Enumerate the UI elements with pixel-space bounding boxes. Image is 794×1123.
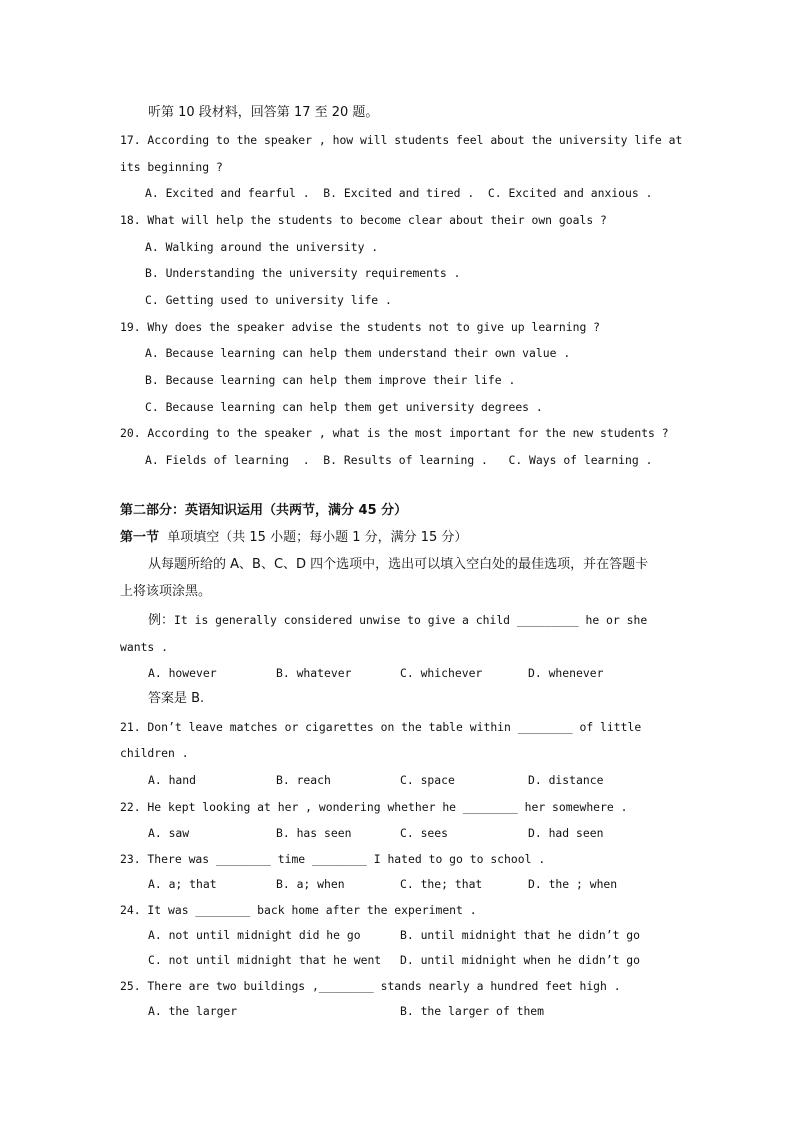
q21-option-d: D. distance: [528, 773, 604, 787]
q24-option-c: C. not until midnight that he went: [148, 953, 382, 967]
section1-label: 第一节: [120, 530, 160, 545]
q22-option-c: C. sees: [400, 826, 449, 840]
q18-stem: 18. What will help the students to become clear about their own goals ?: [120, 213, 607, 227]
q23-option-c: C. the; that: [400, 877, 483, 891]
q24-option-b: B. until midnight that he didn’t go: [400, 928, 641, 942]
example-stem-line1: [148, 613, 647, 628]
q24-option-a: A. not until midnight did he go: [148, 928, 361, 942]
q21-option-b: B. reach: [276, 773, 331, 787]
example-stem-text: It is generally considered unwise to give a child _________ he or she: [174, 613, 648, 627]
q25-stem: 25. There are two buildings ,________ stands nearly a hundred feet high .: [120, 979, 621, 993]
q20-options: A. Fields of learning . B. Results of learning . C. Ways of learning .: [145, 453, 653, 467]
q22-option-b: B. has seen: [276, 826, 352, 840]
q24-stem: 24. It was ________ back home after the experiment .: [120, 903, 477, 917]
part2-heading: 第二部分：英语知识运用（共两节，满分 45 分）: [120, 503, 408, 518]
q21-option-a: A. hand: [148, 773, 197, 787]
q21-stem-line2: children .: [120, 746, 189, 760]
section1-instruction-line1: 从每题所给的 A、B、C、D 四个选项中，选出可以填入空白处的最佳选项，并在答题卡: [148, 557, 649, 572]
q18-option-c: C. Getting used to university life .: [145, 293, 392, 307]
q22-option-a: A. saw: [148, 826, 190, 840]
q19-option-b: B. Because learning can help them improve their life .: [145, 373, 516, 387]
q24-option-d: D. until midnight when he didn’t go: [400, 953, 641, 967]
q18-option-b: B. Understanding the university requirements .: [145, 266, 461, 280]
q23-stem: 23. There was ________ time ________ I hated to go to school .: [120, 852, 546, 866]
section1-instruction-line2: 上将该项涂黑。: [120, 584, 212, 599]
q21-option-c: C. space: [400, 773, 455, 787]
q22-option-d: D. had seen: [528, 826, 604, 840]
q17-stem-line1: 17. According to the speaker , how will students feel about the university life at: [120, 133, 683, 147]
q17-options: A. Excited and fearful . B. Excited and tired . C. Excited and anxious .: [145, 186, 653, 200]
q22-stem: 22. He kept looking at her , wondering whether he ________ her somewhere .: [120, 800, 628, 814]
section1-desc: 单项填空（共 15 小题；每小题 1 分，满分 15 分）: [159, 530, 468, 545]
listening-instruction: 听第 10 段材料，回答第 17 至 20 题。: [148, 105, 379, 120]
example-label: 例：: [148, 613, 175, 628]
q17-stem-line2: its beginning ?: [120, 160, 223, 174]
example-option-d: D. whenever: [528, 666, 604, 680]
q23-option-a: A. a; that: [148, 877, 217, 891]
example-option-b: B. whatever: [276, 666, 352, 680]
q19-option-c: C. Because learning can help them get university degrees .: [145, 400, 543, 414]
example-option-a: A. however: [148, 666, 217, 680]
q23-option-d: D. the ; when: [528, 877, 618, 891]
q25-option-b: B. the larger of them: [400, 1004, 545, 1018]
example-answer: 答案是 B.: [148, 691, 205, 706]
q20-stem: 20. According to the speaker , what is the most important for the new students ?: [120, 426, 669, 440]
q18-option-a: A. Walking around the university .: [145, 240, 379, 254]
example-option-c: C. whichever: [400, 666, 483, 680]
section1-title: [120, 531, 467, 545]
q23-option-b: B. a; when: [276, 877, 345, 891]
q19-stem: 19. Why does the speaker advise the students not to give up learning ?: [120, 320, 601, 334]
example-stem-line2: wants .: [120, 640, 169, 654]
q19-option-a: A. Because learning can help them understand their own value .: [145, 346, 571, 360]
q25-option-a: A. the larger: [148, 1004, 238, 1018]
q21-stem-line1: 21. Don’t leave matches or cigarettes on the table within ________ of little: [120, 720, 642, 734]
